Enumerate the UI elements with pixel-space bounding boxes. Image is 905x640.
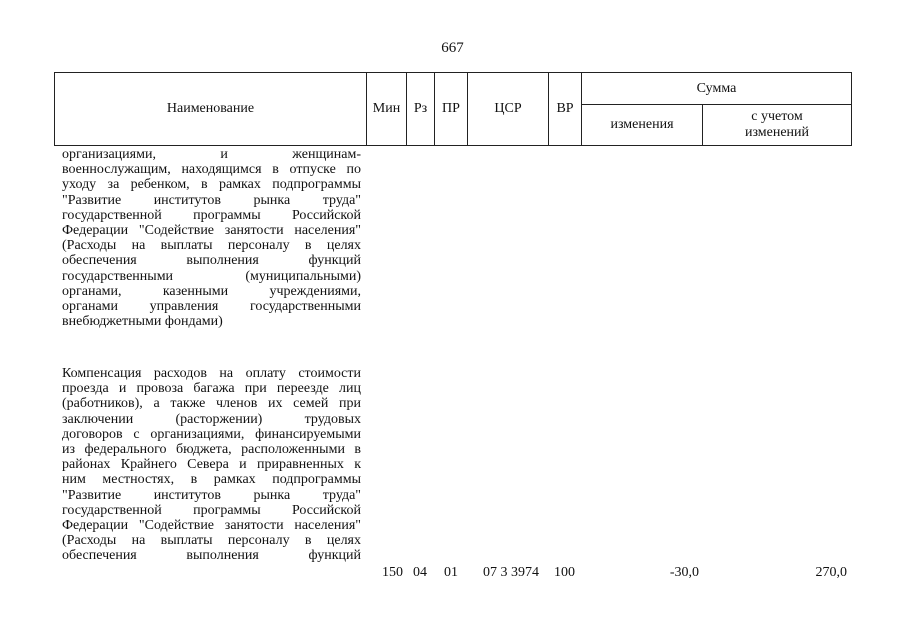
text-line: (Расходы на выплаты персоналу в целях [62,238,361,254]
text-line: органами, казенными учреждениями, [62,283,361,299]
row2-rz: 04 [413,565,427,580]
header-name: Наименование [166,101,255,116]
text-line: государственными (муниципальными) [62,268,361,284]
text-line: органами управления государственными [62,299,361,315]
text-line: государственной программы Российской [62,502,361,518]
header-with-changes [703,105,851,145]
text-line: "Развитие институтов рынка труда" [62,487,361,503]
text-line: уходу за ребенком, в рамках подпрограммы [62,177,361,193]
text-line: ним местностях, в рамках подпрограммы [62,472,361,488]
header-divider [851,72,852,146]
header-sum: Сумма [696,80,737,96]
header-rz: Рз [413,101,428,116]
text-line: государственной программы Российской [62,207,361,223]
row2-pr: 01 [444,565,458,580]
text-line: (работников), а также членов их семей при [62,396,361,412]
text-line: (Расходы на выплаты персоналу в целях [62,533,361,549]
text-line: обеспечения выполнения функций [62,548,361,564]
text-line: заключении (расторжении) трудовых [62,411,361,427]
text-line: Компенсация расходов на оплату стоимости [62,366,361,381]
row2-with-changes: 270,0 [815,565,847,580]
text-line: договоров с организациями, финансируемыми [62,426,361,442]
text-line: из федерального бюджета, расположенными в [62,442,361,458]
text-line: районах Крайнего Севера и приравненных к [62,457,361,473]
header-min: Мин [372,101,401,116]
header-vr: ВР [556,101,574,116]
text-line: Федерации "Содействие занятости населения" [62,518,361,534]
text-line: проезда и провоза багажа при переезде лиц [62,381,361,397]
text-line: обеспечения выполнения функций [62,253,361,269]
row2-vr: 100 [554,565,575,580]
text-line: "Развитие институтов рынка труда" [62,192,361,208]
text-line: внебюджетными фондами) [62,314,223,330]
text-line: военнослужащим, находящимся в отпуске по [62,162,361,178]
row2-change: -30,0 [669,565,699,580]
header-bottom-border [54,145,852,146]
row1-description [62,147,361,329]
text-line: Федерации "Содействие занятости населения" [62,223,361,239]
text-line: организациями, и женщинам- [62,147,361,162]
row2-csr: 07 3 3974 [483,565,539,580]
header-pr: ПР [442,101,460,116]
header-csr: ЦСР [494,101,522,116]
row2-min: 150 [382,565,403,580]
header-with-changes-line2: изменений [744,125,810,140]
header-change: изменения [610,117,674,132]
header-with-changes-line1: с учетом [751,109,803,124]
row2-description [62,366,361,564]
page-number: 667 [441,40,464,56]
